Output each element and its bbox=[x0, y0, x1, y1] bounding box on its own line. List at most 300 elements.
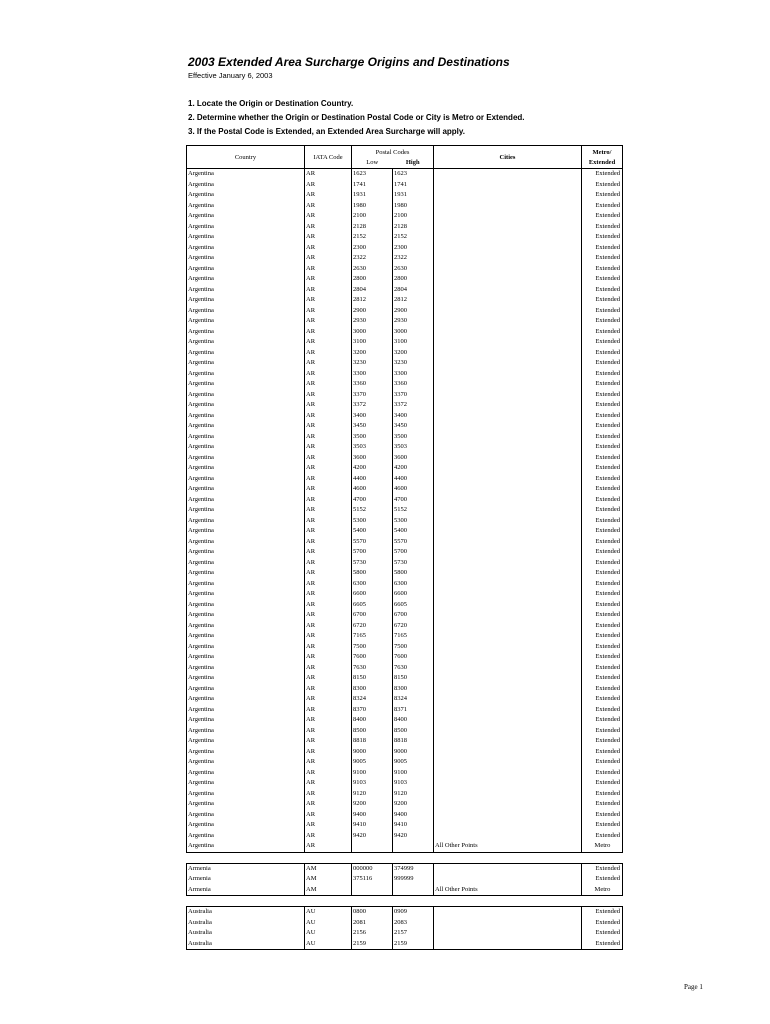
iata-cell: AR bbox=[305, 789, 352, 800]
table-row bbox=[187, 631, 623, 642]
cities-cell bbox=[434, 442, 582, 453]
metro-extended-cell: Extended bbox=[582, 348, 623, 359]
header-postal-codes: Postal Codes bbox=[352, 146, 434, 157]
postal-low-cell: 6700 bbox=[352, 610, 393, 621]
postal-high-cell: 5152 bbox=[393, 505, 434, 516]
postal-high-cell: 3400 bbox=[393, 411, 434, 422]
metro-extended-cell: Extended bbox=[582, 663, 623, 674]
country-cell: Argentina bbox=[187, 421, 305, 432]
metro-extended-cell: Extended bbox=[582, 474, 623, 485]
postal-high-cell: 8150 bbox=[393, 673, 434, 684]
table-row bbox=[187, 400, 623, 411]
iata-cell: AR bbox=[305, 264, 352, 275]
country-cell: Argentina bbox=[187, 505, 305, 516]
postal-high-cell: 3000 bbox=[393, 327, 434, 338]
iata-cell: AR bbox=[305, 642, 352, 653]
metro-extended-cell: Extended bbox=[582, 579, 623, 590]
postal-high-cell: 3300 bbox=[393, 369, 434, 380]
country-cell: Australia bbox=[187, 939, 305, 950]
iata-cell: AR bbox=[305, 705, 352, 716]
postal-low-cell: 7165 bbox=[352, 631, 393, 642]
cities-cell bbox=[434, 327, 582, 338]
cities-cell bbox=[434, 928, 582, 939]
postal-low-cell: 3372 bbox=[352, 400, 393, 411]
cities-cell bbox=[434, 421, 582, 432]
postal-low-cell: 9410 bbox=[352, 820, 393, 831]
cities-cell bbox=[434, 726, 582, 737]
table-row bbox=[187, 495, 623, 506]
postal-high-cell: 6600 bbox=[393, 589, 434, 600]
postal-low-cell: 4600 bbox=[352, 484, 393, 495]
country-cell: Argentina bbox=[187, 190, 305, 201]
iata-cell: AR bbox=[305, 768, 352, 779]
table-row bbox=[187, 484, 623, 495]
table-row bbox=[187, 537, 623, 548]
cities-cell bbox=[434, 201, 582, 212]
table-row bbox=[187, 432, 623, 443]
country-cell: Armenia bbox=[187, 885, 305, 896]
postal-high-cell: 999999 bbox=[393, 874, 434, 885]
metro-extended-cell: Extended bbox=[582, 400, 623, 411]
cities-cell bbox=[434, 337, 582, 348]
postal-high-cell: 5800 bbox=[393, 568, 434, 579]
cities-cell bbox=[434, 589, 582, 600]
country-cell: Argentina bbox=[187, 222, 305, 233]
table-row bbox=[187, 579, 623, 590]
metro-extended-cell: Extended bbox=[582, 820, 623, 831]
metro-extended-cell: Metro bbox=[582, 885, 623, 896]
postal-low-cell: 9000 bbox=[352, 747, 393, 758]
country-cell: Argentina bbox=[187, 642, 305, 653]
postal-low-cell: 1931 bbox=[352, 190, 393, 201]
table-row bbox=[187, 180, 623, 191]
postal-high-cell: 5300 bbox=[393, 516, 434, 527]
cities-cell bbox=[434, 516, 582, 527]
country-cell: Argentina bbox=[187, 463, 305, 474]
postal-low-cell: 375116 bbox=[352, 874, 393, 885]
postal-low-cell: 8150 bbox=[352, 673, 393, 684]
iata-cell: AR bbox=[305, 411, 352, 422]
country-cell: Argentina bbox=[187, 516, 305, 527]
iata-cell: AR bbox=[305, 421, 352, 432]
group-spacer bbox=[187, 852, 623, 863]
country-cell: Argentina bbox=[187, 558, 305, 569]
iata-cell: AU bbox=[305, 907, 352, 918]
cities-cell bbox=[434, 831, 582, 842]
cities-cell bbox=[434, 369, 582, 380]
metro-extended-cell: Extended bbox=[582, 631, 623, 642]
metro-extended-cell: Extended bbox=[582, 558, 623, 569]
table-row bbox=[187, 274, 623, 285]
table-row bbox=[187, 799, 623, 810]
country-cell: Argentina bbox=[187, 663, 305, 674]
postal-high-cell: 7500 bbox=[393, 642, 434, 653]
table-row bbox=[187, 663, 623, 674]
iata-cell: AR bbox=[305, 295, 352, 306]
country-cell: Argentina bbox=[187, 768, 305, 779]
metro-extended-cell: Extended bbox=[582, 799, 623, 810]
postal-low-cell: 2322 bbox=[352, 253, 393, 264]
header-country: Country bbox=[187, 146, 305, 169]
metro-extended-cell: Extended bbox=[582, 390, 623, 401]
table-row bbox=[187, 390, 623, 401]
metro-extended-cell: Extended bbox=[582, 337, 623, 348]
table-row bbox=[187, 421, 623, 432]
postal-high-cell: 8400 bbox=[393, 715, 434, 726]
cities-cell bbox=[434, 180, 582, 191]
cities-cell bbox=[434, 285, 582, 296]
iata-cell: AR bbox=[305, 243, 352, 254]
postal-low-cell: 5730 bbox=[352, 558, 393, 569]
country-cell: Argentina bbox=[187, 442, 305, 453]
postal-low-cell: 000000 bbox=[352, 863, 393, 874]
metro-extended-cell: Extended bbox=[582, 190, 623, 201]
table-row bbox=[187, 211, 623, 222]
surcharge-table-container bbox=[186, 145, 622, 950]
metro-extended-cell: Extended bbox=[582, 705, 623, 716]
metro-extended-cell: Extended bbox=[582, 495, 623, 506]
table-row bbox=[187, 505, 623, 516]
table-row bbox=[187, 547, 623, 558]
cities-cell: All Other Points bbox=[434, 885, 582, 896]
country-cell: Argentina bbox=[187, 579, 305, 590]
country-cell: Argentina bbox=[187, 778, 305, 789]
cities-cell bbox=[434, 736, 582, 747]
iata-cell: AR bbox=[305, 652, 352, 663]
postal-low-cell: 2630 bbox=[352, 264, 393, 275]
cities-cell bbox=[434, 778, 582, 789]
postal-low-cell: 3100 bbox=[352, 337, 393, 348]
country-cell: Australia bbox=[187, 928, 305, 939]
iata-cell: AR bbox=[305, 390, 352, 401]
postal-low-cell: 9200 bbox=[352, 799, 393, 810]
table-row bbox=[187, 778, 623, 789]
iata-cell: AR bbox=[305, 537, 352, 548]
country-cell: Argentina bbox=[187, 264, 305, 275]
postal-high-cell: 2900 bbox=[393, 306, 434, 317]
country-cell: Argentina bbox=[187, 631, 305, 642]
iata-cell: AR bbox=[305, 358, 352, 369]
postal-high-cell: 3230 bbox=[393, 358, 434, 369]
cities-cell bbox=[434, 358, 582, 369]
iata-cell: AR bbox=[305, 568, 352, 579]
table-row bbox=[187, 169, 623, 180]
postal-high-cell: 1931 bbox=[393, 190, 434, 201]
cities-cell bbox=[434, 400, 582, 411]
table-row bbox=[187, 222, 623, 233]
table-row bbox=[187, 874, 623, 885]
postal-high-cell: 3370 bbox=[393, 390, 434, 401]
postal-low-cell: 3360 bbox=[352, 379, 393, 390]
iata-cell: AU bbox=[305, 918, 352, 929]
iata-cell: AR bbox=[305, 484, 352, 495]
table-row bbox=[187, 939, 623, 950]
iata-cell: AR bbox=[305, 631, 352, 642]
metro-extended-cell: Extended bbox=[582, 243, 623, 254]
metro-extended-cell: Extended bbox=[582, 316, 623, 327]
iata-cell: AR bbox=[305, 463, 352, 474]
cities-cell bbox=[434, 232, 582, 243]
country-cell: Argentina bbox=[187, 789, 305, 800]
metro-extended-cell: Extended bbox=[582, 369, 623, 380]
postal-low-cell bbox=[352, 885, 393, 896]
table-row bbox=[187, 600, 623, 611]
metro-extended-cell: Extended bbox=[582, 432, 623, 443]
postal-high-cell: 2128 bbox=[393, 222, 434, 233]
postal-high-cell: 7630 bbox=[393, 663, 434, 674]
country-cell: Argentina bbox=[187, 495, 305, 506]
iata-cell: AR bbox=[305, 747, 352, 758]
header-high: High bbox=[393, 156, 434, 169]
cities-cell bbox=[434, 631, 582, 642]
postal-low-cell: 5400 bbox=[352, 526, 393, 537]
table-row bbox=[187, 768, 623, 779]
iata-cell: AR bbox=[305, 474, 352, 485]
postal-low-cell: 3000 bbox=[352, 327, 393, 338]
country-cell: Argentina bbox=[187, 369, 305, 380]
table-row bbox=[187, 747, 623, 758]
postal-low-cell: 9103 bbox=[352, 778, 393, 789]
postal-high-cell: 9200 bbox=[393, 799, 434, 810]
table-body bbox=[187, 169, 623, 950]
cities-cell bbox=[434, 610, 582, 621]
country-cell: Argentina bbox=[187, 757, 305, 768]
cities-cell bbox=[434, 789, 582, 800]
cities-cell bbox=[434, 642, 582, 653]
table-row bbox=[187, 358, 623, 369]
postal-low-cell: 2900 bbox=[352, 306, 393, 317]
effective-date: Effective January 6, 2003 bbox=[188, 71, 273, 80]
cities-cell bbox=[434, 253, 582, 264]
header-iata-code: IATA Code bbox=[305, 146, 352, 169]
country-cell: Argentina bbox=[187, 484, 305, 495]
postal-low-cell: 2156 bbox=[352, 928, 393, 939]
cities-cell bbox=[434, 863, 582, 874]
iata-cell: AR bbox=[305, 379, 352, 390]
table-row bbox=[187, 411, 623, 422]
cities-cell bbox=[434, 295, 582, 306]
cities-cell bbox=[434, 411, 582, 422]
postal-high-cell: 9005 bbox=[393, 757, 434, 768]
cities-cell bbox=[434, 747, 582, 758]
metro-extended-cell: Extended bbox=[582, 327, 623, 338]
surcharge-table bbox=[186, 145, 623, 950]
country-cell: Argentina bbox=[187, 799, 305, 810]
iata-cell: AR bbox=[305, 190, 352, 201]
header-extended: Extended bbox=[582, 156, 623, 169]
country-cell: Argentina bbox=[187, 589, 305, 600]
postal-low-cell: 3230 bbox=[352, 358, 393, 369]
postal-low-cell: 3200 bbox=[352, 348, 393, 359]
cities-cell bbox=[434, 799, 582, 810]
country-cell: Armenia bbox=[187, 863, 305, 874]
iata-cell: AR bbox=[305, 337, 352, 348]
country-cell: Argentina bbox=[187, 736, 305, 747]
iata-cell: AM bbox=[305, 885, 352, 896]
cities-cell bbox=[434, 547, 582, 558]
metro-extended-cell: Extended bbox=[582, 411, 623, 422]
metro-extended-cell: Extended bbox=[582, 547, 623, 558]
country-cell: Argentina bbox=[187, 348, 305, 359]
postal-high-cell: 3360 bbox=[393, 379, 434, 390]
postal-high-cell: 1623 bbox=[393, 169, 434, 180]
iata-cell: AR bbox=[305, 327, 352, 338]
country-cell: Argentina bbox=[187, 379, 305, 390]
metro-extended-cell: Extended bbox=[582, 274, 623, 285]
cities-cell bbox=[434, 453, 582, 464]
metro-extended-cell: Extended bbox=[582, 694, 623, 705]
country-cell: Argentina bbox=[187, 610, 305, 621]
postal-high-cell: 9410 bbox=[393, 820, 434, 831]
country-cell: Argentina bbox=[187, 243, 305, 254]
country-cell: Argentina bbox=[187, 537, 305, 548]
postal-high-cell: 8324 bbox=[393, 694, 434, 705]
metro-extended-cell: Extended bbox=[582, 285, 623, 296]
iata-cell: AR bbox=[305, 778, 352, 789]
metro-extended-cell: Extended bbox=[582, 715, 623, 726]
iata-cell: AR bbox=[305, 316, 352, 327]
postal-high-cell: 8371 bbox=[393, 705, 434, 716]
iata-cell: AR bbox=[305, 684, 352, 695]
postal-low-cell: 9100 bbox=[352, 768, 393, 779]
iata-cell: AR bbox=[305, 432, 352, 443]
cities-cell bbox=[434, 694, 582, 705]
country-cell: Argentina bbox=[187, 526, 305, 537]
table-row bbox=[187, 516, 623, 527]
iata-cell: AR bbox=[305, 211, 352, 222]
country-cell: Argentina bbox=[187, 726, 305, 737]
cities-cell bbox=[434, 579, 582, 590]
metro-extended-cell: Extended bbox=[582, 747, 623, 758]
country-cell: Argentina bbox=[187, 831, 305, 842]
instruction-step-1: 1. Locate the Origin or Destination Country. bbox=[188, 99, 354, 108]
cities-cell bbox=[434, 379, 582, 390]
postal-low-cell: 2152 bbox=[352, 232, 393, 243]
country-cell: Argentina bbox=[187, 705, 305, 716]
iata-cell: AR bbox=[305, 253, 352, 264]
country-cell: Argentina bbox=[187, 673, 305, 684]
postal-high-cell: 9103 bbox=[393, 778, 434, 789]
table-row bbox=[187, 327, 623, 338]
table-row bbox=[187, 841, 623, 852]
postal-low-cell: 2300 bbox=[352, 243, 393, 254]
country-cell: Argentina bbox=[187, 180, 305, 191]
table-row bbox=[187, 715, 623, 726]
postal-low-cell: 4700 bbox=[352, 495, 393, 506]
postal-high-cell: 5570 bbox=[393, 537, 434, 548]
iata-cell: AR bbox=[305, 810, 352, 821]
cities-cell bbox=[434, 169, 582, 180]
iata-cell: AR bbox=[305, 169, 352, 180]
postal-high-cell: 1741 bbox=[393, 180, 434, 191]
postal-high-cell: 8500 bbox=[393, 726, 434, 737]
postal-high-cell: 3600 bbox=[393, 453, 434, 464]
postal-low-cell: 8500 bbox=[352, 726, 393, 737]
table-row bbox=[187, 558, 623, 569]
table-row bbox=[187, 379, 623, 390]
table-row bbox=[187, 831, 623, 842]
cities-cell bbox=[434, 768, 582, 779]
table-row bbox=[187, 285, 623, 296]
postal-low-cell: 6300 bbox=[352, 579, 393, 590]
cities-cell bbox=[434, 474, 582, 485]
iata-cell: AR bbox=[305, 673, 352, 684]
country-cell: Argentina bbox=[187, 337, 305, 348]
metro-extended-cell: Extended bbox=[582, 264, 623, 275]
postal-low-cell: 1741 bbox=[352, 180, 393, 191]
postal-low-cell: 5152 bbox=[352, 505, 393, 516]
postal-high-cell: 6700 bbox=[393, 610, 434, 621]
table-row bbox=[187, 652, 623, 663]
iata-cell: AM bbox=[305, 874, 352, 885]
metro-extended-cell: Extended bbox=[582, 789, 623, 800]
postal-high-cell: 9000 bbox=[393, 747, 434, 758]
postal-high-cell bbox=[393, 885, 434, 896]
cities-cell bbox=[434, 274, 582, 285]
iata-cell: AR bbox=[305, 558, 352, 569]
table-row bbox=[187, 820, 623, 831]
country-cell: Argentina bbox=[187, 547, 305, 558]
country-cell: Argentina bbox=[187, 306, 305, 317]
iata-cell: AR bbox=[305, 589, 352, 600]
iata-cell: AR bbox=[305, 831, 352, 842]
cities-cell bbox=[434, 820, 582, 831]
cities-cell bbox=[434, 222, 582, 233]
page-title: 2003 Extended Area Surcharge Origins and Destinations bbox=[188, 55, 510, 69]
header-metro: Metro/ bbox=[582, 146, 623, 157]
table-row bbox=[187, 474, 623, 485]
postal-high-cell: 8818 bbox=[393, 736, 434, 747]
country-cell: Argentina bbox=[187, 694, 305, 705]
iata-cell: AR bbox=[305, 180, 352, 191]
iata-cell: AR bbox=[305, 600, 352, 611]
metro-extended-cell: Extended bbox=[582, 222, 623, 233]
instruction-step-2: 2. Determine whether the Origin or Destination Postal Code or City is Metro or Extended. bbox=[188, 113, 525, 122]
cities-cell bbox=[434, 316, 582, 327]
metro-extended-cell: Metro bbox=[582, 841, 623, 852]
iata-cell: AR bbox=[305, 820, 352, 831]
postal-low-cell: 9005 bbox=[352, 757, 393, 768]
postal-high-cell: 5400 bbox=[393, 526, 434, 537]
postal-low-cell: 1623 bbox=[352, 169, 393, 180]
table-row bbox=[187, 694, 623, 705]
table-row bbox=[187, 264, 623, 275]
postal-low-cell: 3400 bbox=[352, 411, 393, 422]
metro-extended-cell: Extended bbox=[582, 306, 623, 317]
country-cell: Argentina bbox=[187, 684, 305, 695]
metro-extended-cell: Extended bbox=[582, 757, 623, 768]
postal-high-cell: 9420 bbox=[393, 831, 434, 842]
cities-cell bbox=[434, 526, 582, 537]
table-row bbox=[187, 253, 623, 264]
table-row bbox=[187, 232, 623, 243]
postal-low-cell: 8370 bbox=[352, 705, 393, 716]
table-row bbox=[187, 568, 623, 579]
postal-low-cell: 9420 bbox=[352, 831, 393, 842]
postal-high-cell: 6720 bbox=[393, 621, 434, 632]
country-cell: Argentina bbox=[187, 169, 305, 180]
metro-extended-cell: Extended bbox=[582, 589, 623, 600]
cities-cell bbox=[434, 558, 582, 569]
iata-cell: AU bbox=[305, 939, 352, 950]
metro-extended-cell: Extended bbox=[582, 918, 623, 929]
metro-extended-cell: Extended bbox=[582, 379, 623, 390]
cities-cell bbox=[434, 621, 582, 632]
iata-cell: AR bbox=[305, 201, 352, 212]
postal-low-cell: 2812 bbox=[352, 295, 393, 306]
metro-extended-cell: Extended bbox=[582, 652, 623, 663]
metro-extended-cell: Extended bbox=[582, 673, 623, 684]
